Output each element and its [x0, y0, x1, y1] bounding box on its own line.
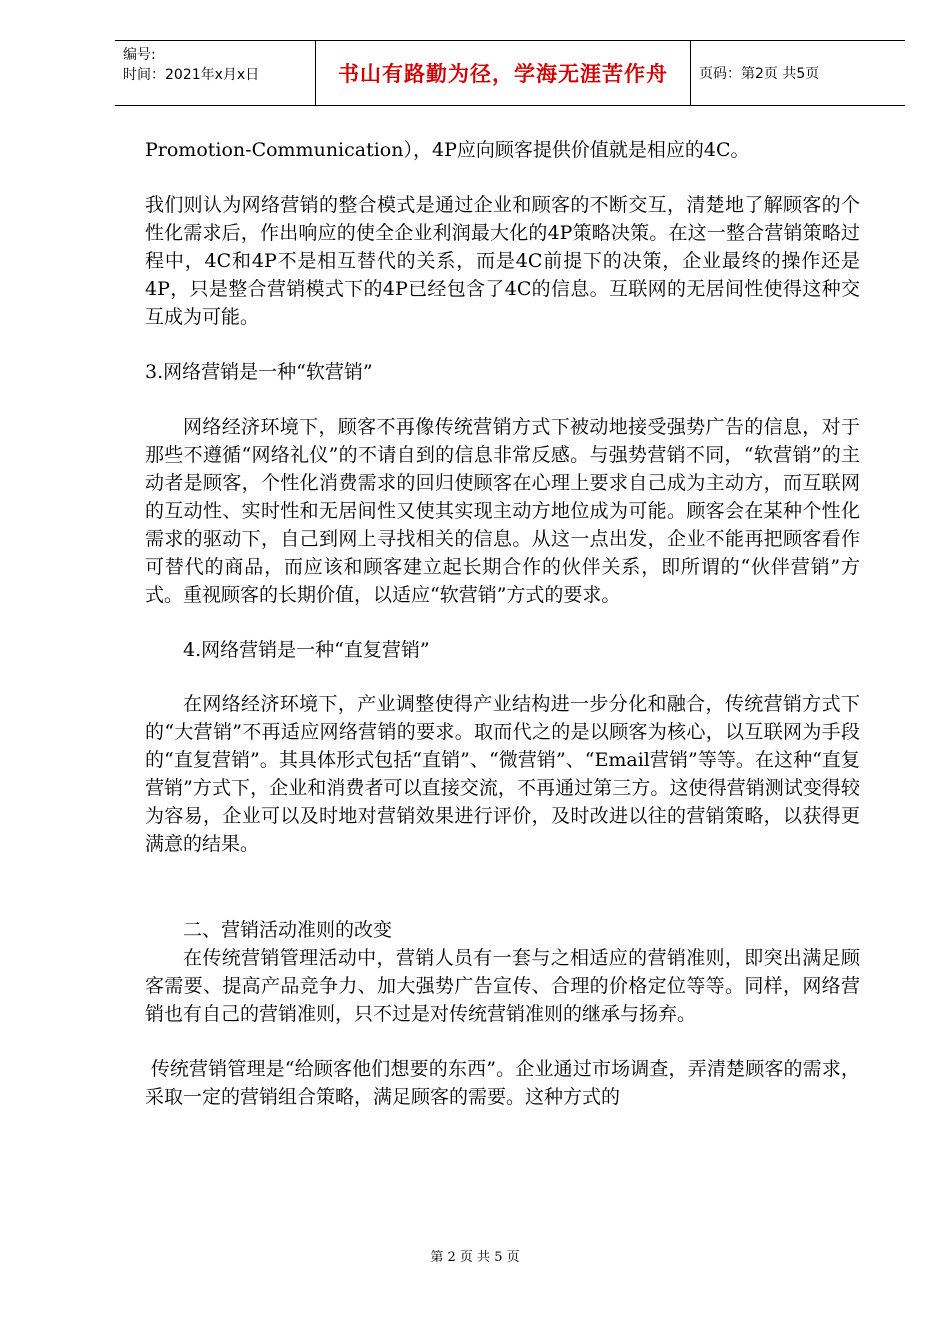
- header-motto: 书山有路勤为径，学海无涯苦作舟: [315, 41, 691, 105]
- paragraph: 在网络经济环境下，产业调整使得产业结构进一步分化和融合，传统营销方式下的“大营销”不再适应网络营销的要求。取而代之的是以顾客为核心，以互联网为手段的“直复营销”。其具体形式包括“直销”、“微营销”、“Email营销”等等。在这种“直复营销”方式下，企业和消费者可以直接交流，不再通过第三方。这使得营销测试变得较为容易，企业可以及时地对营销效果进行评价，及时改进以往的营销策略，以获得更满意的结果。: [145, 693, 860, 855]
- page-footer: 第 2 页 共 5 页: [430, 1250, 520, 1265]
- page-header: [115, 40, 905, 106]
- section-heading-marketing-rules: 二、营销活动准则的改变: [183, 919, 393, 941]
- paragraph: 网络经济环境下，顾客不再像传统营销方式下被动地接受强势广告的信息，对于那些不遵循“网络礼仪”的不请自到的信息非常反感。与强势营销不同，“软营销”的主动者是顾客，个性化消费需求的回归使顾客在心理上要求自己成为主动方，而互联网的互动性、实时性和无居间性又使其实现主动方地位成为可能。顾客会在某种个性化需求的驱动下，自己到网上寻找相关的信息。从这一点出发，企业不能再把顾客看作可替代的商品，而应该和顾客建立起长期合作的伙伴关系，即所谓的“伙伴营销”方式。重视顾客的长期价值，以适应“软营销”方式的要求。: [145, 416, 860, 606]
- paragraph-continuation: Promotion-Communication），4P应向顾客提供价值就是相应的4C。: [145, 139, 750, 161]
- document-body: [145, 136, 860, 1111]
- document-id-label: 编号:: [123, 47, 156, 63]
- section-heading-direct-marketing: 4.网络营销是一种“直复营销”: [183, 639, 430, 661]
- header-page-info: 页码：第2页 共5页: [699, 66, 820, 82]
- section-heading-soft-marketing: 3.网络营销是一种“软营销”: [145, 361, 373, 383]
- header-meta: [115, 41, 315, 105]
- paragraph: 在传统营销管理活动中，营销人员有一套与之相适应的营销准则，即突出满足顾客需要、提高产品竞争力、加大强势广告宣传、合理的价格定位等等。同样，网络营销也有自己的营销准则，只不过是对传统营销准则的继承与扬弃。: [145, 947, 860, 1025]
- paragraph: 传统营销管理是“给顾客他们想要的东西”。企业通过市场调查，弄清楚顾客的需求，采取一定的营销组合策略，满足顾客的需要。这种方式的: [145, 1058, 860, 1108]
- paragraph: 我们则认为网络营销的整合模式是通过企业和顾客的不断交互，清楚地了解顾客的个性化需求后，作出响应的使全企业利润最大化的4P策略决策。在这一整合营销策略过程中，4C和4P不是相互替代的关系，而是4C前提下的决策，企业最终的操作还是4P，只是整合营销模式下的4P已经包含了4C的信息。互联网的无居间性使得这种交互成为可能。: [145, 194, 860, 328]
- document-time-label: 时间：2021年x月x日: [123, 67, 260, 83]
